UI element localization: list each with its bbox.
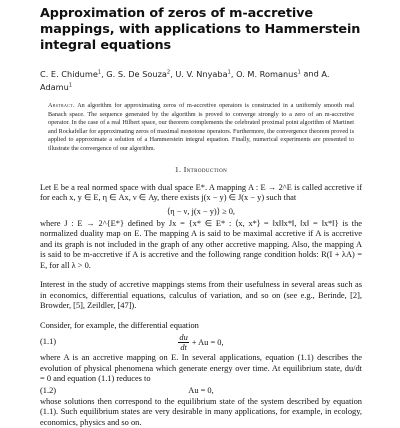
author-list: C. E. Chidume$^1$, G. S. De Souza$^2$, U. V. Nnyaba$^1$, O. M. Romanus$^1$ and A. Adamu$^1$ <box>40 68 330 92</box>
abstract-text: An algorithm for approximating zeros of m-accretive operators is constructed in a uniformly smooth real Banach space. The sequence generated by the algorithm is proved to converge strongly to a zero of an m-accretive operator. In the case of a real Hilbert space, our theorem complements the celebrated proximal point algorithm of Martinet and Rockafellar for approximating zeros of maximal monotone operators. Furthermore, the convergence theorem proved is applied to approximate a solution of a Hammerstein integral equation. Finally, numerical experiments are presented to illustrate the convergence of our algorithm. <box>48 102 354 152</box>
abstract-label: Abstract. <box>48 102 75 110</box>
section-title: Introduction <box>183 164 228 174</box>
section-number: 1. <box>174 164 182 174</box>
equation-1-1 <box>40 331 362 353</box>
derivative-fraction: $\frac{du}{dt}$ <box>179 332 188 352</box>
equation-number: (1.1) <box>40 337 57 347</box>
equation-body: + Au = 0, <box>191 337 224 347</box>
equation-body: Au = 0, <box>188 386 214 396</box>
paper-title: Approximation of zeros of m-accretive mappings, with applications to Hammerstein integral equations <box>40 6 361 53</box>
intro-paragraph-2: where J : E → 2^{E*} defined by Jx = {x* ∈ E* : ⟨x, x*⟩ = ‖x‖‖x*‖, ‖x‖ = ‖x*‖} is the normalized duality map on E. The mapping A is said to be maximal accretive if A is accretive and its graph is not included in the graph of any other accretive mapping. Also, the mapping A is said to be m-accretive if A is accretive and the following range condition holds: R(I + λA) = E, for all λ > 0. <box>40 218 362 270</box>
author: G. S. De Souza$^2$, <box>106 68 173 79</box>
paper-page <box>40 0 362 428</box>
author: U. V. Nnyaba$^1$, <box>175 68 234 79</box>
section-heading <box>40 165 362 174</box>
accretive-inequality: ⟨η − ν, j(x − y)⟩ ≥ 0, <box>166 206 236 216</box>
intro-paragraph-5: where A is an accretive mapping on E. In several applications, equation (1.1) describes the evolution of physical phenomena which generate energy over time. At equilibrium state, du/dt = 0 and equation (1.1) reduces to <box>40 353 362 384</box>
intro-paragraph-6: whose solutions then correspond to the equilibrium state of the system described by equation (1.1). Such equilibrium states are very desirable in many applications, for example, in ecology, economics, physics and so on. <box>40 396 362 427</box>
equation-number: (1.2) <box>40 385 57 395</box>
intro-paragraph-4: Consider, for example, the differential equation <box>40 320 199 330</box>
intro-paragraph-3: Interest in the study of accretive mappings stems from their usefulness in several areas such as in economics, differential equations, calculus of variation, and so on (see e.g., Berinde, [2], Browder, [5], Zeildler, [47]). <box>40 280 362 311</box>
author: O. M. Romanus$^1$ <box>236 68 301 79</box>
equation-1-2 <box>40 385 362 397</box>
author: C. E. Chidume$^1$, <box>40 68 104 79</box>
author: A. Adamu$^1$ <box>40 68 330 92</box>
abstract <box>48 102 354 152</box>
intro-paragraph-1: Let E be a real normed space with dual space E*. A mapping A : E → 2^E is called accretive if for each x, y ∈ E, η ∈ Ax, ν ∈ Ay, there exists j(x − y) ∈ J(x − y) such that <box>40 182 362 203</box>
